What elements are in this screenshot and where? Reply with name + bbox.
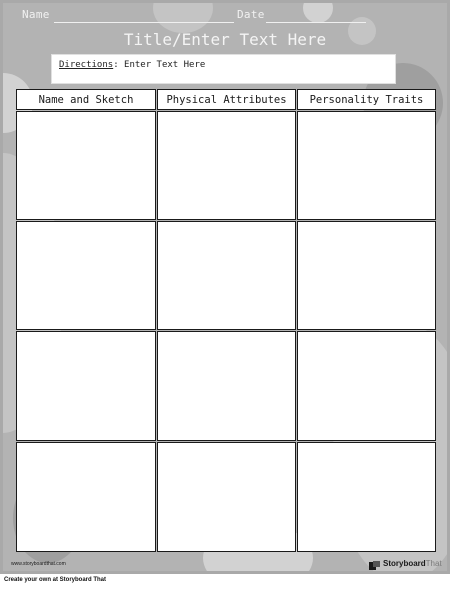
column-header-name-sketch: Name and Sketch (16, 89, 156, 110)
directions-separator: : (113, 60, 119, 70)
table-cell[interactable] (16, 442, 156, 552)
table-cell[interactable] (16, 331, 156, 441)
directions-text: Enter Text Here (124, 60, 206, 70)
table-cell[interactable] (297, 331, 436, 441)
logo-text-faded: That (425, 558, 442, 568)
worksheet-title[interactable]: Title/Enter Text Here (123, 30, 327, 49)
name-field[interactable] (54, 22, 234, 23)
footer-credit[interactable]: Create your own at Storyboard That (4, 577, 107, 583)
watermark-url: www.storyboardthat.com (11, 561, 66, 567)
date-label: Date (237, 8, 265, 21)
table-cell[interactable] (297, 221, 436, 330)
directions-box[interactable] (51, 54, 396, 84)
logo-text (383, 559, 442, 568)
storyboardthat-logo (369, 557, 442, 569)
table-cell[interactable] (16, 111, 156, 220)
worksheet-table (16, 89, 435, 549)
table-cell[interactable] (157, 442, 296, 552)
table-cell[interactable] (157, 111, 296, 220)
directions-label: Directions (59, 60, 114, 70)
date-field[interactable] (266, 22, 366, 23)
table-cell[interactable] (297, 442, 436, 552)
name-date-row (0, 8, 450, 24)
logo-text-bold: Storyboard (383, 558, 426, 568)
table-cell[interactable] (16, 221, 156, 330)
table-cell[interactable] (297, 111, 436, 220)
name-label: Name (22, 8, 50, 21)
table-cell[interactable] (157, 331, 296, 441)
column-header-physical-attributes: Physical Attributes (157, 89, 296, 110)
column-header-personality-traits: Personality Traits (297, 89, 436, 110)
table-cell[interactable] (157, 221, 296, 330)
logo-icon (369, 558, 380, 568)
